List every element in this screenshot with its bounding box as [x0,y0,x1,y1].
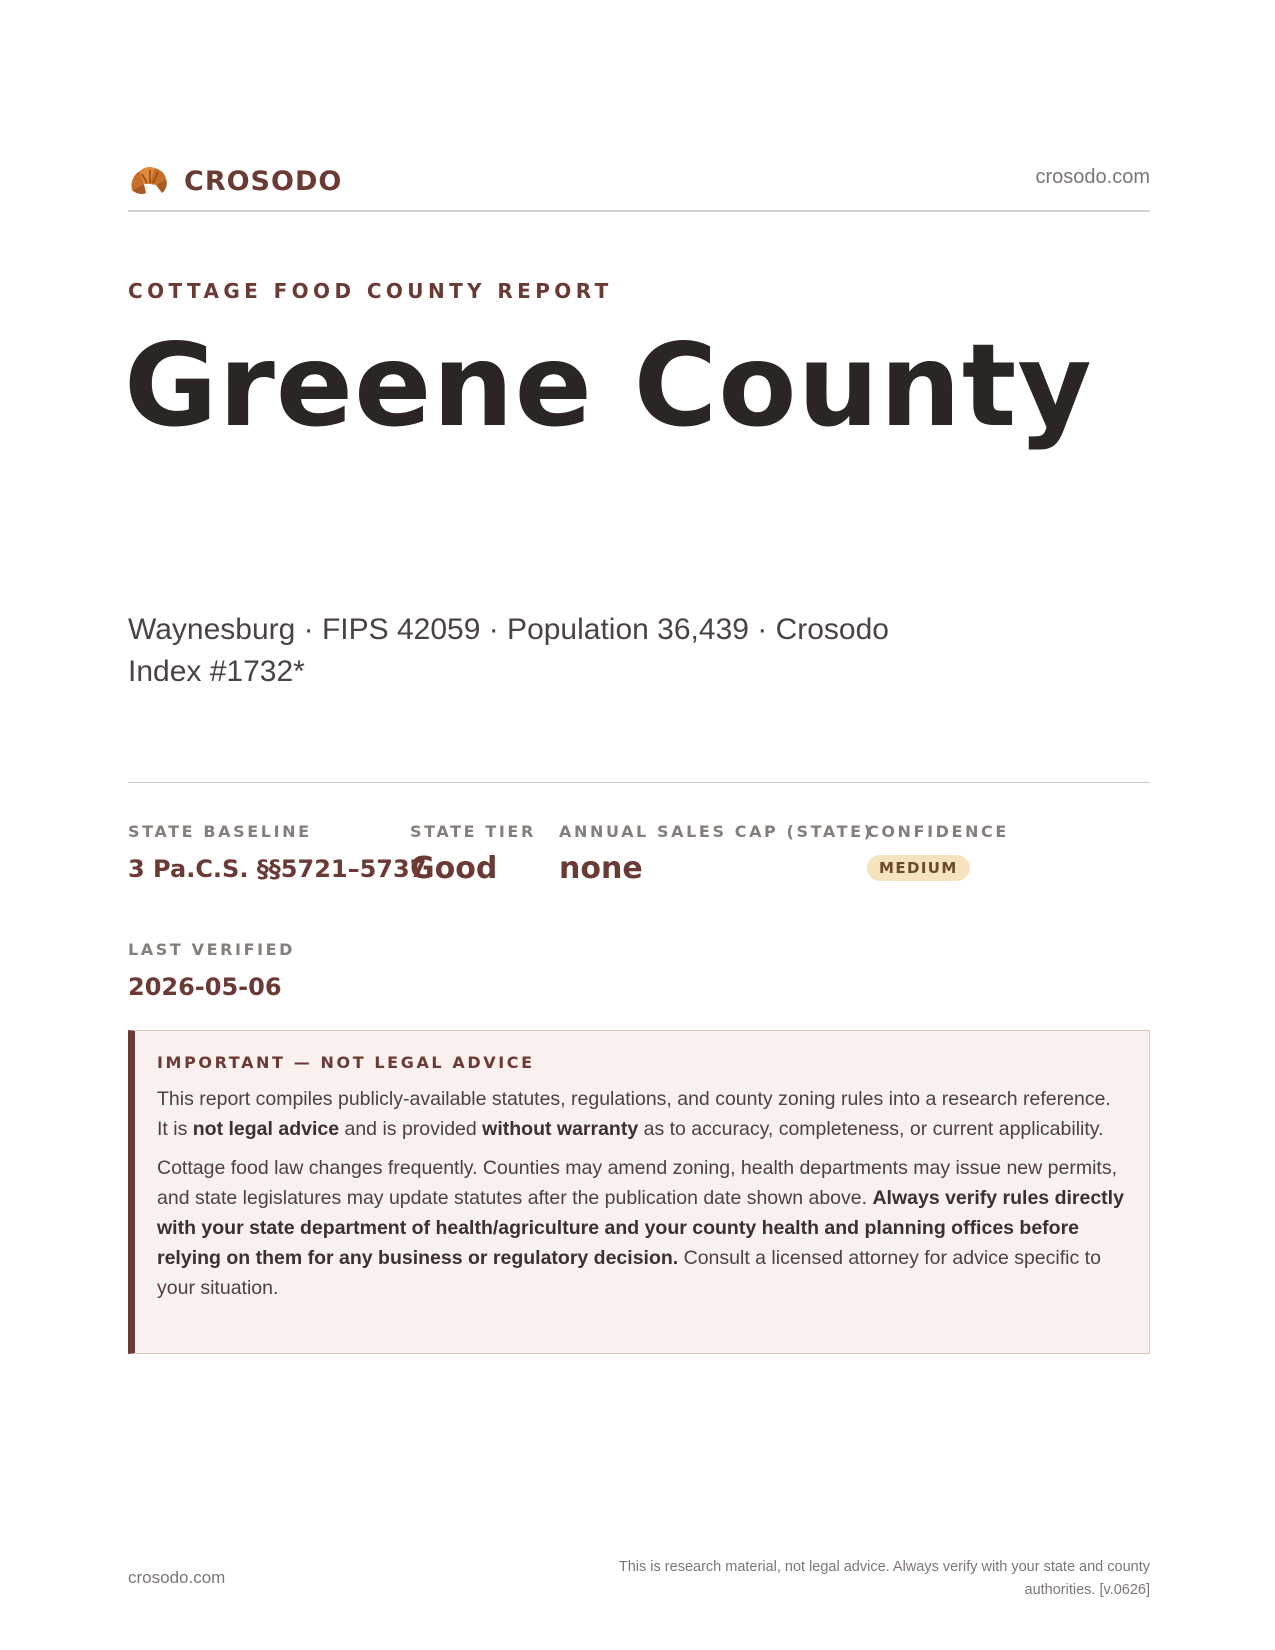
footer-site-link[interactable]: crosodo.com [128,1568,226,1587]
stat-label: STATE BASELINE [128,822,312,841]
notice-emphasis: without warranty [482,1118,639,1140]
confidence-badge: MEDIUM [867,855,970,881]
notice-emphasis: Always verify rules directly with your state department of health/agriculture and your county health and planning offices before relying on them for any business or regulatory decision. [157,1187,1124,1269]
notice-text: Consult a licensed attorney for advice specific to your situation. [157,1247,1101,1299]
site-link[interactable]: crosodo.com [1035,166,1150,188]
notice-text: This report compiles publicly-available statutes, regulations, and county zoning rules into a research reference. It is [157,1088,1111,1140]
report-eyebrow: COTTAGE FOOD COUNTY REPORT [128,279,613,303]
notice-emphasis: not legal advice [192,1118,340,1140]
notice-text: Cottage food law changes frequently. Counties may amend zoning, health departments may issue new permits, and state legislatures may update statutes after the publication date shown above. [157,1157,1117,1209]
brand[interactable] [128,160,342,202]
brand-name: CROSODO [184,165,343,197]
notice-text: as to accuracy, completeness, or current applicability. [638,1118,1104,1140]
legal-notice [128,1030,1150,1354]
stat-state-tier [410,822,536,886]
stat-confidence [867,822,1009,881]
stat-value: 2026-05-06 [128,973,282,1001]
stat-annual-sales-cap [559,822,874,886]
notice-text: and is provided [339,1118,483,1140]
stat-state-baseline [128,822,426,883]
notice-heading: IMPORTANT — NOT LEGAL ADVICE [157,1053,535,1072]
stat-value: Good [410,851,498,886]
footer-disclaimer: This is research material, not legal advice. Always verify with your state and county authorities. [v.0626] [618,1559,1150,1598]
notice-paragraph [157,1153,1125,1303]
stat-last-verified [128,940,295,1001]
page-header [128,158,1150,210]
stat-label: STATE TIER [410,822,536,841]
page-title: Greene County [124,319,1093,452]
notice-paragraph [157,1084,1125,1144]
report-page [124,0,1150,1650]
stat-label: ANNUAL SALES CAP (STATE) [559,822,874,841]
report-subtitle: Waynesburg · FIPS 42059 · Population 36,439 · Crosodo Index #1732* [128,613,889,688]
stat-value: none [559,851,643,886]
header-divider [128,210,1150,212]
section-divider [128,782,1150,783]
stat-label: LAST VERIFIED [128,940,296,959]
stat-value: 3 Pa.C.S. §§5721–5737 [128,855,427,883]
croissant-icon [128,160,170,202]
stat-label: CONFIDENCE [867,822,1009,841]
